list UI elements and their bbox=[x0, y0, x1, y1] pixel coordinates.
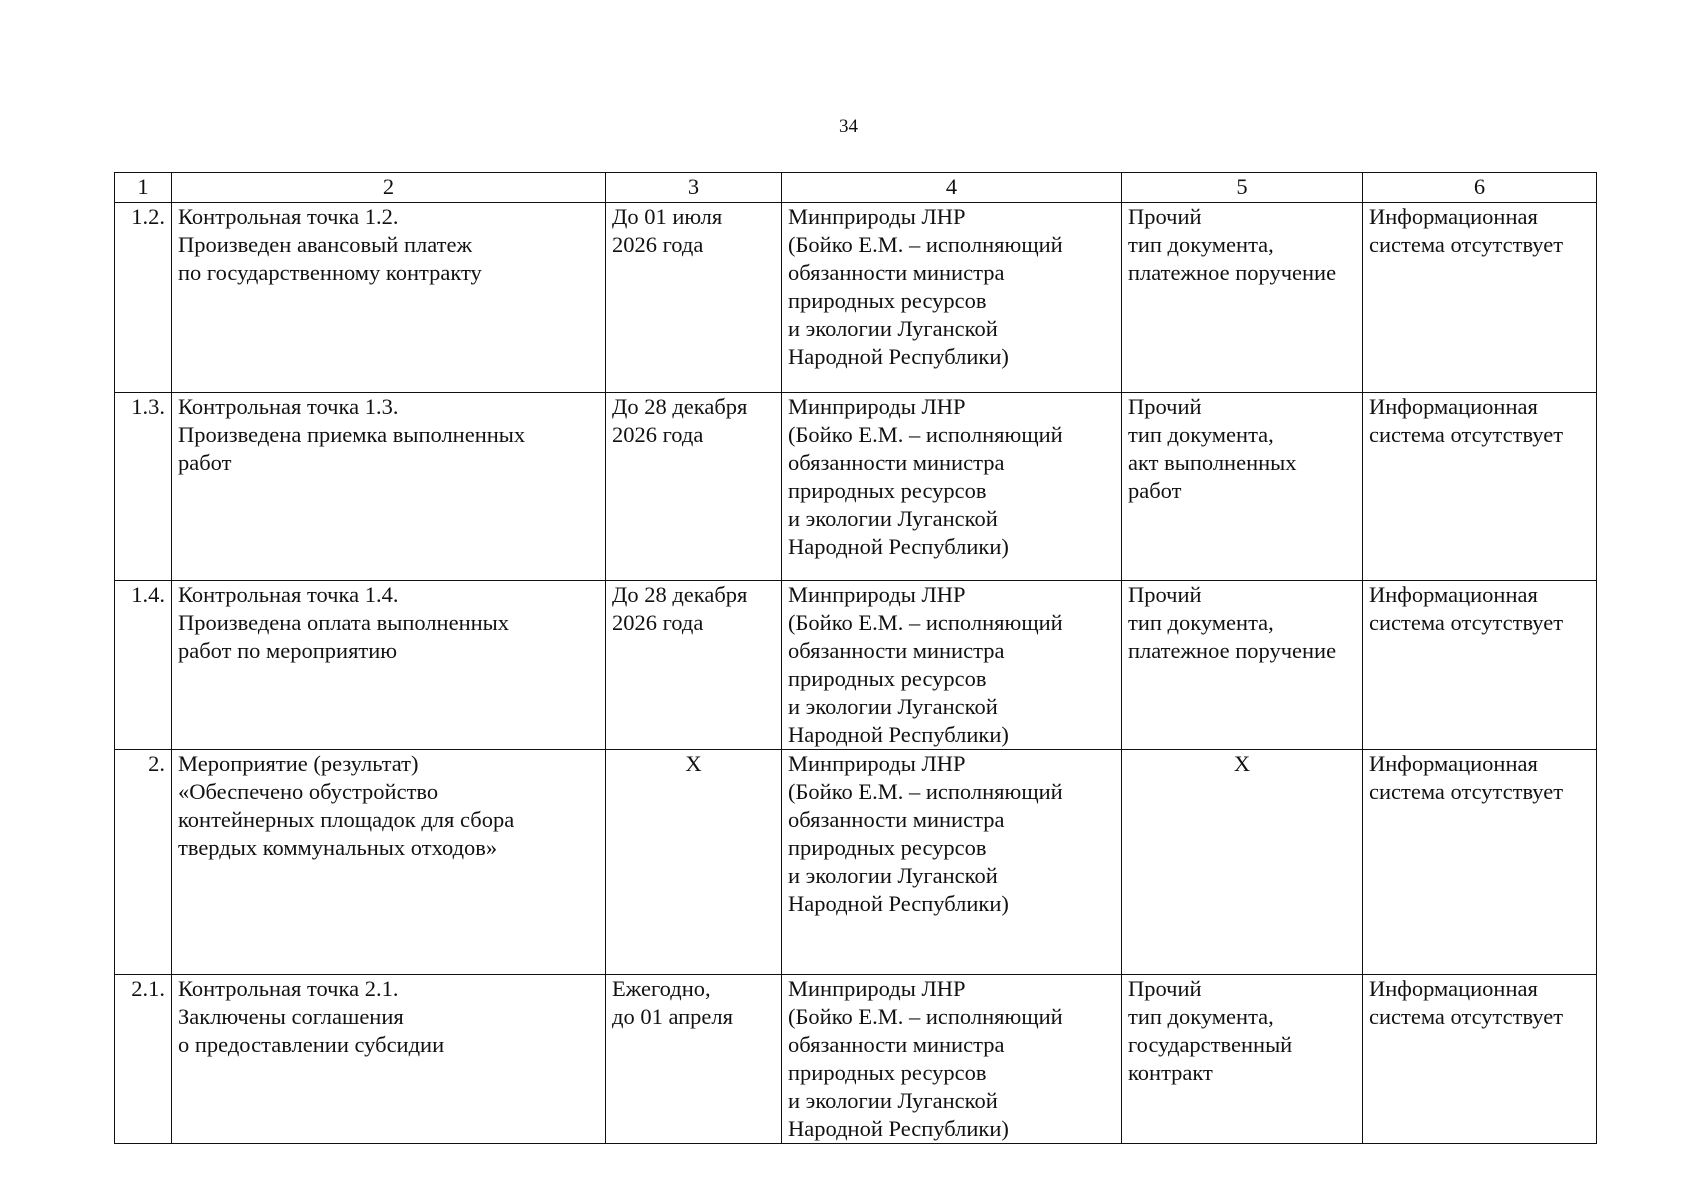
row-deadline: До 28 декабря 2026 года bbox=[606, 581, 782, 750]
row-info-system: Информационная система отсутствует bbox=[1363, 581, 1597, 750]
row-number: 1.3. bbox=[115, 393, 172, 581]
table-row bbox=[115, 203, 1597, 393]
table-row bbox=[115, 581, 1597, 750]
row-document-type: Прочий тип документа, платежное поручение bbox=[1122, 581, 1363, 750]
row-info-system: Информационная система отсутствует bbox=[1363, 975, 1597, 1144]
column-header-2: 2 bbox=[172, 173, 606, 203]
row-responsible: Минприроды ЛНР (Бойко Е.М. – исполняющий обязанности министра природных ресурсов и экологии Луганской Народной Республики) bbox=[782, 393, 1122, 581]
table-row bbox=[115, 750, 1597, 975]
row-info-system: Информационная система отсутствует bbox=[1363, 393, 1597, 581]
page-number: 34 bbox=[839, 116, 858, 137]
row-deadline: Ежегодно, до 01 апреля bbox=[606, 975, 782, 1144]
row-deadline: До 28 декабря 2026 года bbox=[606, 393, 782, 581]
row-responsible: Минприроды ЛНР (Бойко Е.М. – исполняющий обязанности министра природных ресурсов и экологии Луганской Народной Республики) bbox=[782, 975, 1122, 1144]
row-title: Контрольная точка 1.4. Произведена оплата выполненных работ по мероприятию bbox=[172, 581, 606, 750]
row-responsible: Минприроды ЛНР (Бойко Е.М. – исполняющий обязанности министра природных ресурсов и экологии Луганской Народной Республики) bbox=[782, 750, 1122, 975]
column-header-5: 5 bbox=[1122, 173, 1363, 203]
row-title: Контрольная точка 2.1. Заключены соглашения о предоставлении субсидии bbox=[172, 975, 606, 1144]
row-document-type: Х bbox=[1122, 750, 1363, 975]
table-row bbox=[115, 975, 1597, 1144]
control-points-table bbox=[114, 172, 1597, 1144]
column-header-4: 4 bbox=[782, 173, 1122, 203]
table-row bbox=[115, 393, 1597, 581]
column-header-3: 3 bbox=[606, 173, 782, 203]
row-title: Контрольная точка 1.3. Произведена приемка выполненных работ bbox=[172, 393, 606, 581]
row-document-type: Прочий тип документа, платежное поручение bbox=[1122, 203, 1363, 393]
row-number: 1.4. bbox=[115, 581, 172, 750]
column-header-6: 6 bbox=[1363, 173, 1597, 203]
row-number: 2.1. bbox=[115, 975, 172, 1144]
row-document-type: Прочий тип документа, государственный контракт bbox=[1122, 975, 1363, 1144]
row-responsible: Минприроды ЛНР (Бойко Е.М. – исполняющий обязанности министра природных ресурсов и экологии Луганской Народной Республики) bbox=[782, 581, 1122, 750]
row-number: 2. bbox=[115, 750, 172, 975]
row-deadline: Х bbox=[606, 750, 782, 975]
row-title: Контрольная точка 1.2. Произведен авансовый платеж по государственному контракту bbox=[172, 203, 606, 393]
column-header-1: 1 bbox=[115, 173, 172, 203]
row-info-system: Информационная система отсутствует bbox=[1363, 750, 1597, 975]
row-document-type: Прочий тип документа, акт выполненных работ bbox=[1122, 393, 1363, 581]
row-responsible: Минприроды ЛНР (Бойко Е.М. – исполняющий обязанности министра природных ресурсов и экологии Луганской Народной Республики) bbox=[782, 203, 1122, 393]
row-info-system: Информационная система отсутствует bbox=[1363, 203, 1597, 393]
row-number: 1.2. bbox=[115, 203, 172, 393]
row-deadline: До 01 июля 2026 года bbox=[606, 203, 782, 393]
row-title: Мероприятие (результат) «Обеспечено обустройство контейнерных площадок для сбора твердых коммунальных отходов» bbox=[172, 750, 606, 975]
table-header-row bbox=[115, 173, 1597, 203]
